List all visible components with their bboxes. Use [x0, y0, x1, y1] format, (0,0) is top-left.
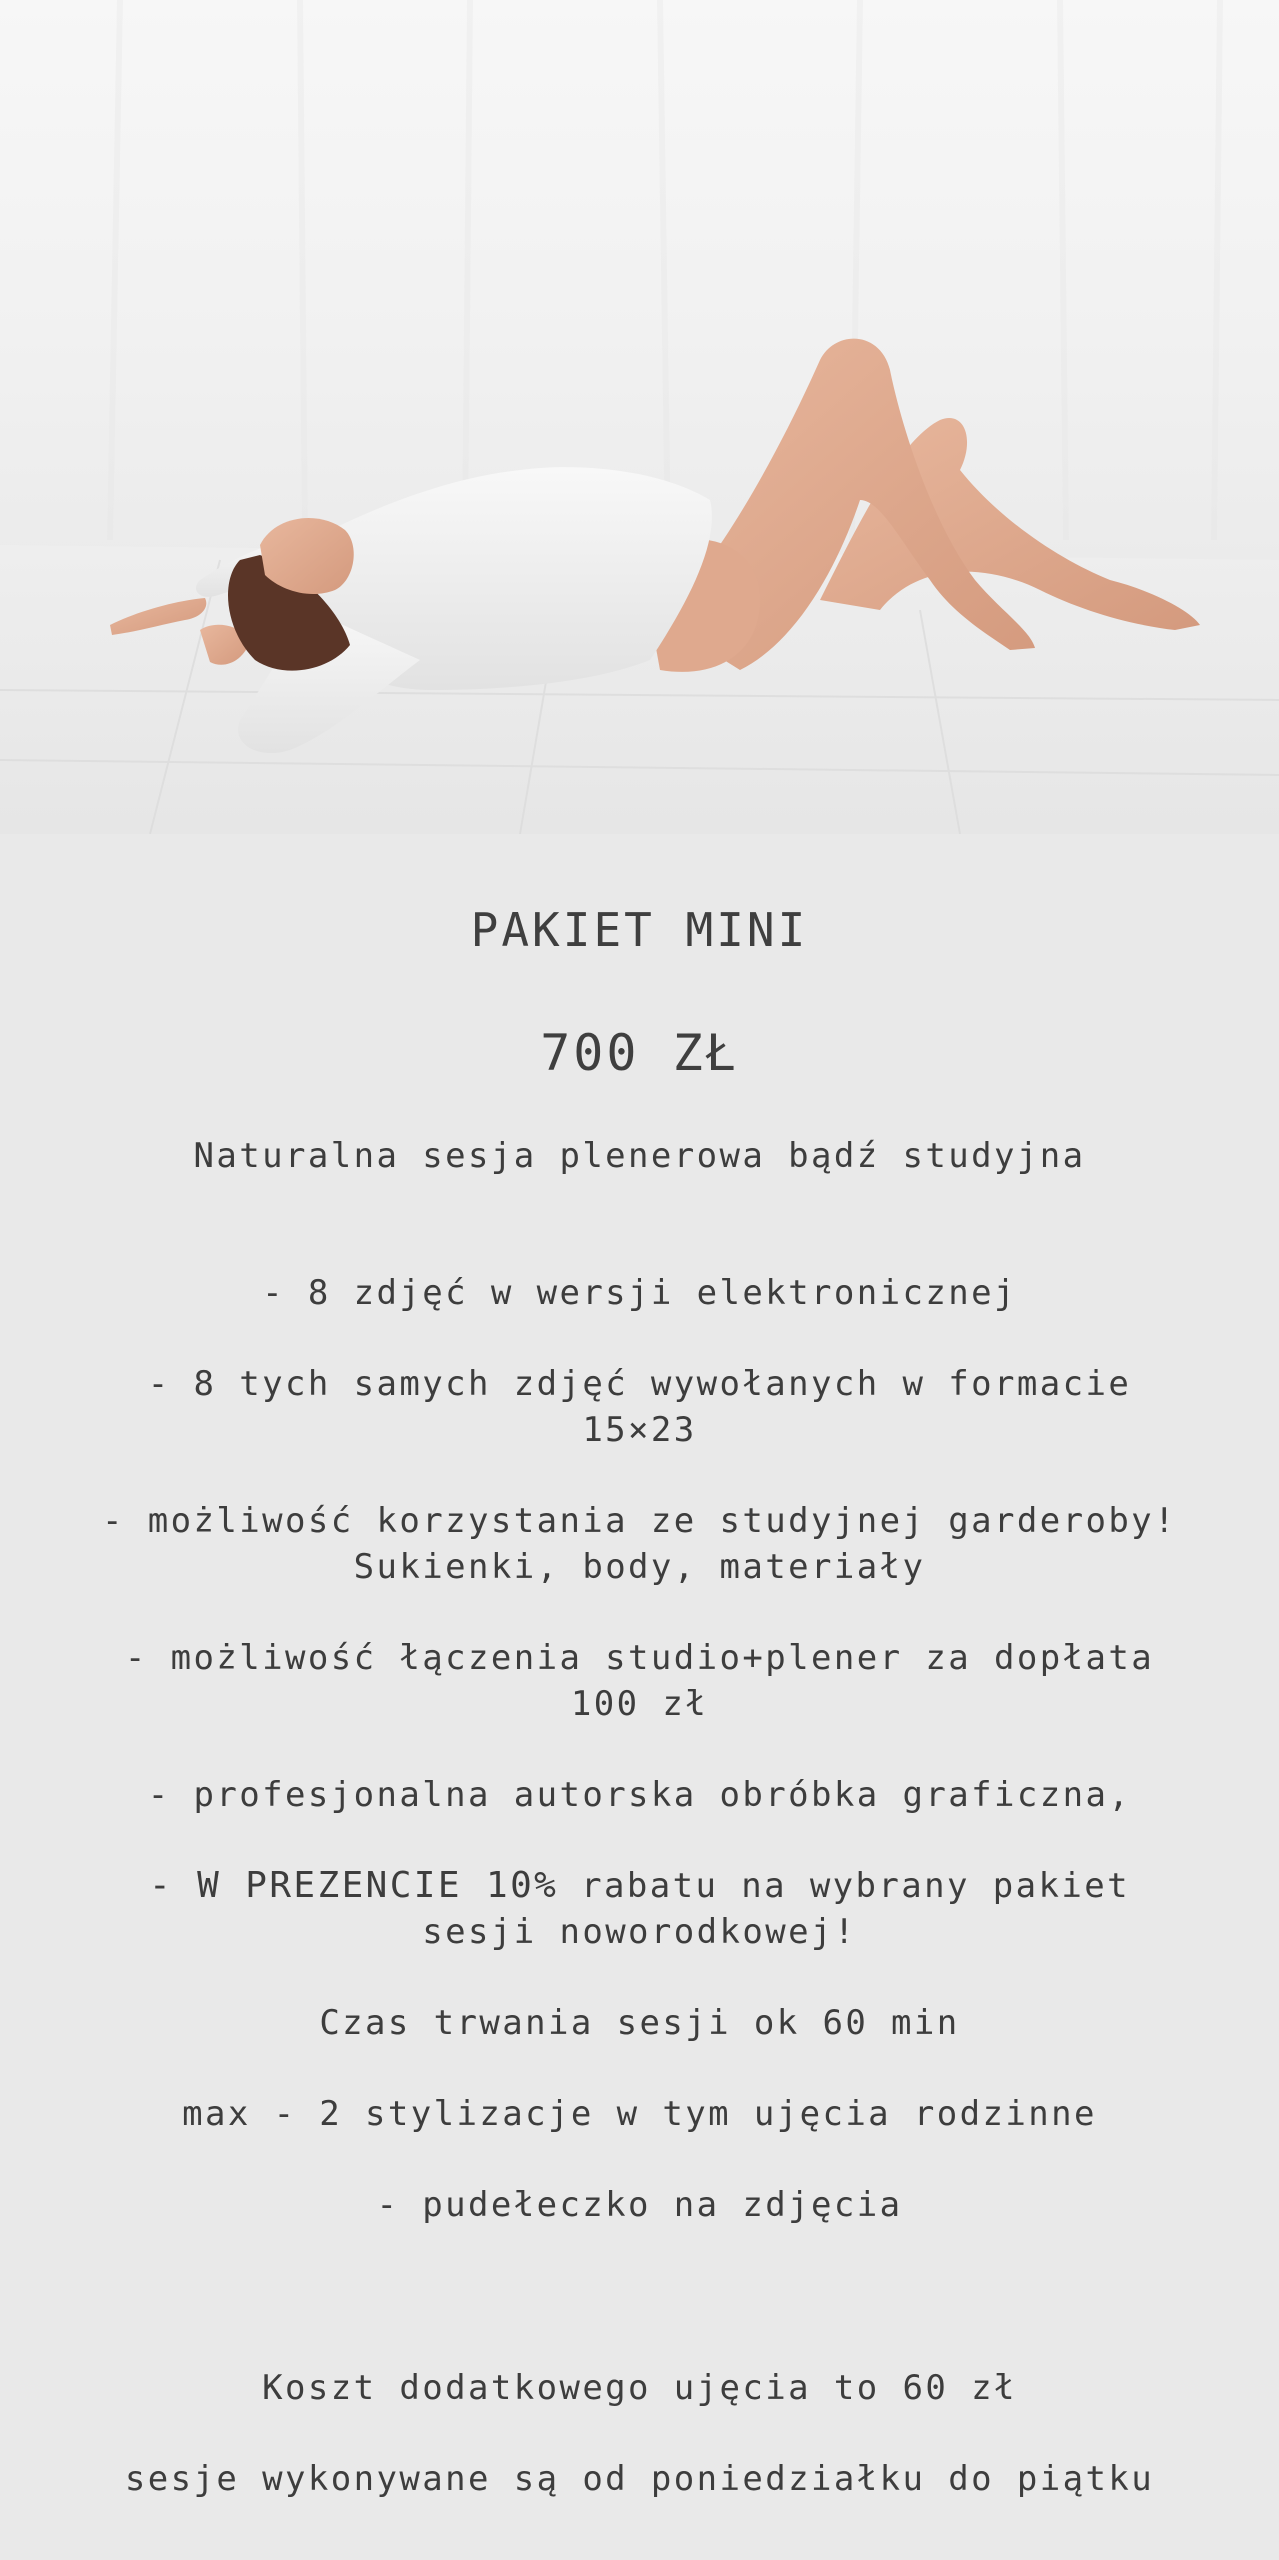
feature-wardrobe-text: - możliwość korzystania ze studyjnej garderoby! — [102, 1501, 1177, 1541]
feature-wardrobe-items: Sukienki, body, materiały — [353, 1547, 926, 1587]
hero-photo — [0, 0, 1279, 834]
feature-gift-discount-target: sesji noworodkowej! — [422, 1912, 857, 1952]
session-days: sesje wykonywane są od poniedziałku do piątku — [124, 2459, 1155, 2499]
feature-wardrobe — [40, 1498, 1239, 1590]
feature-electronic-photos: - 8 zdjęć w wersji elektronicznej — [262, 1273, 1017, 1313]
session-duration: Czas trwania sesji ok 60 min — [319, 2003, 960, 2043]
feature-gift-discount-text: rabatu na wybrany pakiet — [558, 1866, 1130, 1906]
package-title: PAKIET MINI — [470, 903, 809, 957]
photo-woman-lying-on-floor — [0, 0, 1279, 834]
session-styling: max - 2 stylizacje w tym ujęcia rodzinne — [182, 2094, 1097, 2134]
package-price: 700 ZŁ — [540, 1024, 739, 1082]
feature-photo-box: - pudełeczko na zdjęcia — [376, 2185, 903, 2225]
feature-studio-plener — [40, 1635, 1239, 1727]
feature-printed-photos — [40, 1361, 1239, 1453]
package-subtitle: Naturalna sesja plenerowa bądź studyjna — [193, 1136, 1086, 1176]
feature-retouching: - profesjonalna autorska obróbka graficzna, — [147, 1775, 1132, 1815]
feature-studio-plener-price: 100 zł — [570, 1684, 709, 1724]
feature-studio-plener-text: - możliwość łączenia studio+plener za dopłata — [124, 1638, 1155, 1678]
feature-printed-photos-format: 15×23 — [582, 1410, 697, 1450]
extra-shot-cost: Koszt dodatkowego ujęcia to 60 zł — [262, 2368, 1017, 2408]
feature-gift-discount-highlight: - W PREZENCIE 10% — [148, 1865, 559, 1906]
feature-printed-photos-text: - 8 tych samych zdjęć wywołanych w formacie — [147, 1364, 1132, 1404]
feature-gift-discount — [40, 1863, 1239, 1955]
